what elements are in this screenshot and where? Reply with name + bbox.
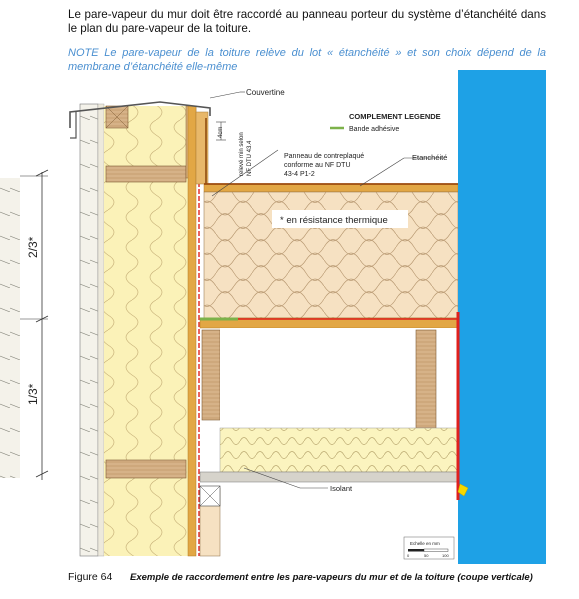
- label-couvertine: Couvertine: [246, 88, 285, 97]
- figure-number: Figure 64: [68, 571, 113, 583]
- label-releve-2: NF DTU 43.4: [247, 140, 253, 176]
- label-panneau-3: 43-4 P1-2: [284, 171, 315, 178]
- label-bande: Bande adhésive: [349, 126, 400, 133]
- label-releve-1: relevé min selon: [239, 132, 245, 176]
- label-resistance: * en résistance thermique: [280, 215, 388, 226]
- ratio-bottom-label: 1/3*: [26, 383, 40, 405]
- scale-50: 50: [424, 553, 429, 558]
- interior-post-right: [416, 330, 436, 428]
- wall-plate-top: [106, 166, 186, 182]
- label-echelle: Echelle en mm: [410, 541, 440, 546]
- intro-paragraph: Le pare-vapeur du mur doit être raccordé au panneau porteur du système d’étanchéité dans le plan du pare-vapeur de la toiture.: [68, 8, 546, 35]
- left-siding-strip: [0, 178, 20, 478]
- label-isolant: Isolant: [330, 484, 353, 493]
- interior-post-left: [202, 330, 220, 420]
- ratio-top-label: 2/3*: [26, 236, 40, 258]
- exterior-cladding: [80, 104, 98, 556]
- scale-0: 0: [407, 553, 410, 558]
- scale-100: 100: [442, 553, 449, 558]
- scale-bar: [404, 537, 454, 559]
- construction-section: [70, 70, 546, 564]
- note-paragraph: NOTE Le pare-vapeur de la toiture relève du lot « étanchéité » et son choix dépend de la membrane d’étanchéité elle-même: [68, 47, 546, 73]
- label-panneau-2: conforme au NF DTU: [284, 162, 351, 169]
- left-dimension-strip: [0, 170, 48, 480]
- wall-plate-bottom: [106, 460, 186, 478]
- label-panneau-1: Panneau de contreplaqué: [284, 153, 365, 160]
- wall-osb-panel: [188, 106, 196, 556]
- label-complement: COMPLEMENT LEGENDE: [349, 112, 441, 121]
- label-4cm: 4cm: [218, 126, 224, 138]
- figure-caption: Exemple de raccordement entre les pare-vapeurs du mur et de la toiture (coupe verticale): [130, 572, 533, 583]
- label-etancheite: Etanchéité: [412, 153, 448, 162]
- ceiling-board: [200, 472, 458, 482]
- blue-overlay-panel: [458, 70, 546, 564]
- roof-plywood: [204, 184, 458, 192]
